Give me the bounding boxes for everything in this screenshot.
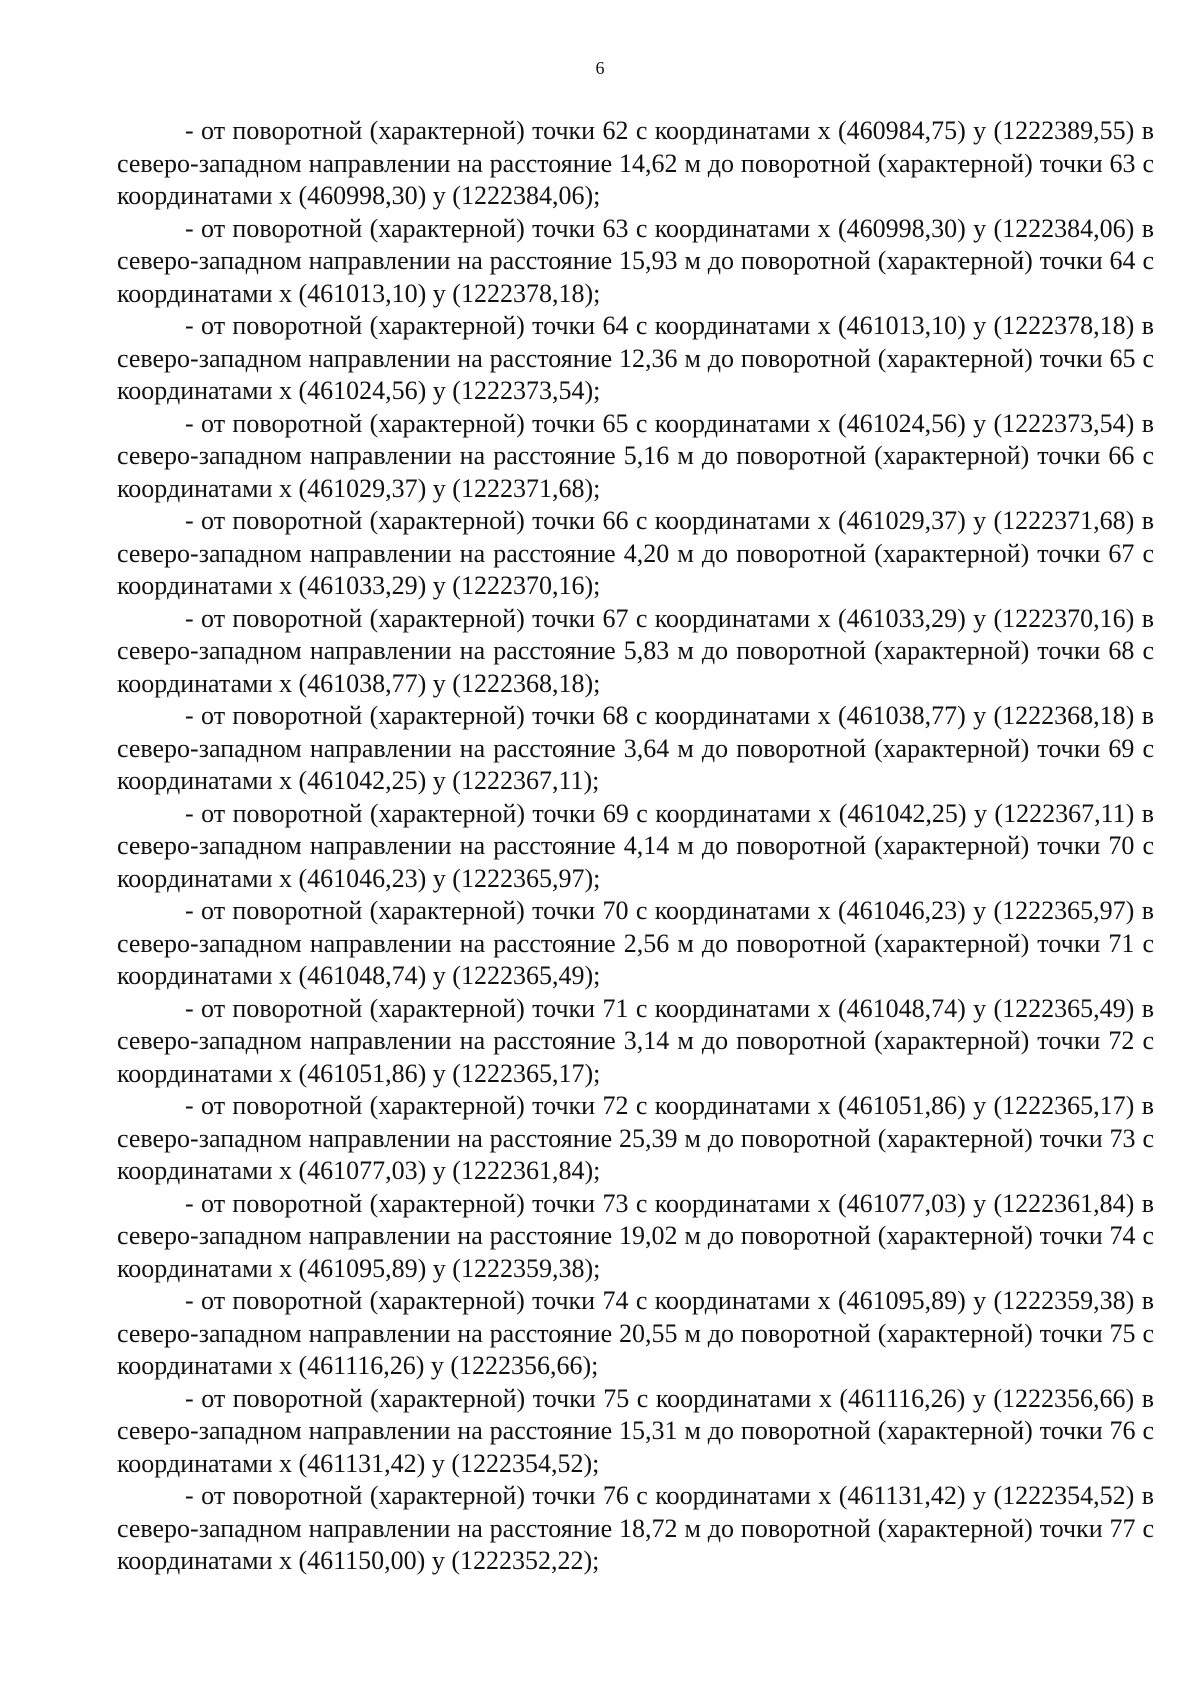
boundary-segment-paragraph: - от поворотной (характерной) точки 67 с координатами х (461033,29) у (1222370,16) в северо-западном направлении на расстояние 5,83 м до поворотной (характерной) точки 68 с координатами х (461038,77) у (1222368,18); [117, 603, 1154, 698]
boundary-segment-paragraph: - от поворотной (характерной) точки 73 с координатами х (461077,03) у (1222361,84) в северо-западном направлении на расстояние 19,02 м до поворотной (характерной) точки 74 с координатами х (461095,89) у (1222359,38); [117, 1188, 1154, 1283]
boundary-segment-paragraph: - от поворотной (характерной) точки 69 с координатами х (461042,25) у (1222367,11) в северо-западном направлении на расстояние 4,14 м до поворотной (характерной) точки 70 с координатами х (461046,23) у (1222365,97); [117, 798, 1154, 893]
boundary-segment-paragraph: - от поворотной (характерной) точки 70 с координатами х (461046,23) у (1222365,97) в северо-западном направлении на расстояние 2,56 м до поворотной (характерной) точки 71 с координатами х (461048,74) у (1222365,49); [117, 896, 1154, 990]
boundary-segment-paragraph: - от поворотной (характерной) точки 66 с координатами х (461029,37) у (1222371,68) в северо-западном направлении на расстояние 4,20 м до поворотной (характерной) точки 67 с координатами х (461033,29) у (1222370,16); [117, 506, 1154, 600]
boundary-segment-paragraph: - от поворотной (характерной) точки 63 с координатами х (460998,30) у (1222384,06) в северо-западном направлении на расстояние 15,93 м до поворотной (характерной) точки 64 с координатами х (461013,10) у (1222378,18); [117, 213, 1154, 308]
boundary-segment-paragraph: - от поворотной (характерной) точки 62 с координатами х (460984,75) у (1222389,55) в северо-западном направлении на расстояние 14,62 м до поворотной (характерной) точки 63 с координатами х (460998,30) у (1222384,06); [117, 116, 1154, 210]
document-body [117, 115, 1154, 1578]
boundary-segment-paragraph: - от поворотной (характерной) точки 65 с координатами х (461024,56) у (1222373,54) в северо-западном направлении на расстояние 5,16 м до поворотной (характерной) точки 66 с координатами х (461029,37) у (1222371,68); [117, 408, 1154, 503]
boundary-segment-paragraph: - от поворотной (характерной) точки 75 с координатами х (461116,26) у (1222356,66) в северо-западном направлении на расстояние 15,31 м до поворотной (характерной) точки 76 с координатами х (461131,42) у (1222354,52); [117, 1383, 1154, 1478]
boundary-segment-paragraph: - от поворотной (характерной) точки 64 с координатами х (461013,10) у (1222378,18) в северо-западном направлении на расстояние 12,36 м до поворотной (характерной) точки 65 с координатами х (461024,56) у (1222373,54); [117, 311, 1154, 405]
boundary-segment-paragraph: - от поворотной (характерной) точки 72 с координатами х (461051,86) у (1222365,17) в северо-западном направлении на расстояние 25,39 м до поворотной (характерной) точки 73 с координатами х (461077,03) у (1222361,84); [117, 1091, 1154, 1185]
page-number: 6 [595, 58, 605, 78]
boundary-segment-paragraph: - от поворотной (характерной) точки 74 с координатами х (461095,89) у (1222359,38) в северо-западном направлении на расстояние 20,55 м до поворотной (характерной) точки 75 с координатами х (461116,26) у (1222356,66); [117, 1286, 1154, 1380]
boundary-segment-paragraph: - от поворотной (характерной) точки 68 с координатами х (461038,77) у (1222368,18) в северо-западном направлении на расстояние 3,64 м до поворотной (характерной) точки 69 с координатами х (461042,25) у (1222367,11); [117, 701, 1154, 795]
boundary-segment-paragraph: - от поворотной (характерной) точки 76 с координатами х (461131,42) у (1222354,52) в северо-западном направлении на расстояние 18,72 м до поворотной (характерной) точки 77 с координатами х (461150,00) у (1222352,22); [117, 1481, 1154, 1575]
boundary-segment-paragraph: - от поворотной (характерной) точки 71 с координатами х (461048,74) у (1222365,49) в северо-западном направлении на расстояние 3,14 м до поворотной (характерной) точки 72 с координатами х (461051,86) у (1222365,17); [117, 993, 1154, 1088]
